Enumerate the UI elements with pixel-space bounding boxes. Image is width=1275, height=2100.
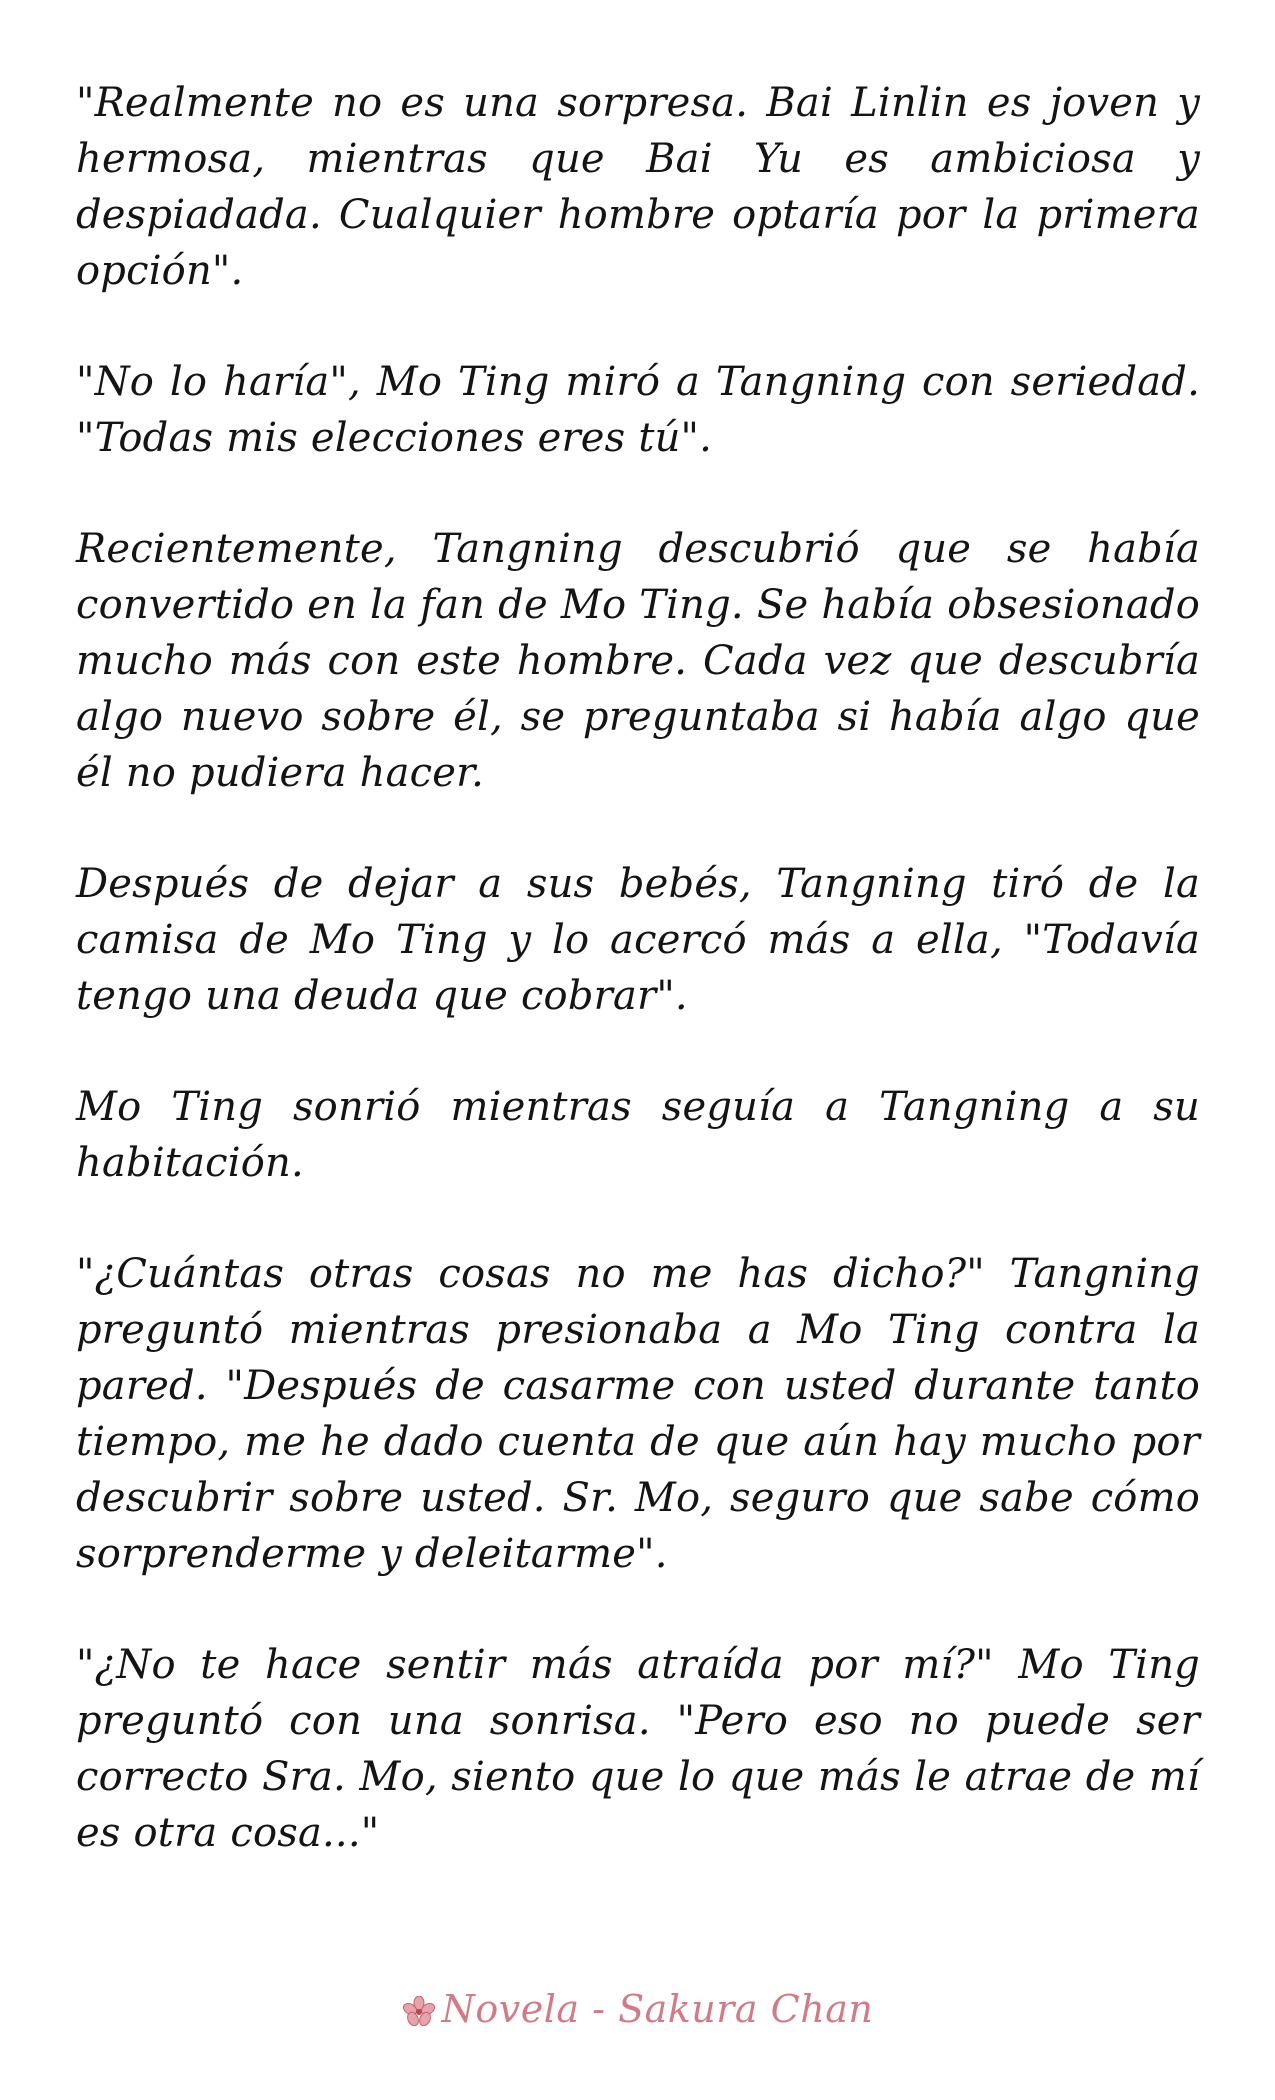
paragraph: Después de dejar a sus bebés, Tangning tiró de la camisa de Mo Ting y lo acercó más a ella, "Todavía tengo una deuda que cobrar". xyxy=(76,861,1200,1019)
watermark xyxy=(0,1986,1275,2036)
story-text xyxy=(76,75,1200,1861)
paragraph: "¿No te hace sentir más atraída por mí?" Mo Ting preguntó con una sonrisa. "Pero eso no puede ser correcto Sra. Mo, siento que lo que más le atrae de mí es otra cosa..." xyxy=(76,1642,1200,1856)
paragraph: Mo Ting sonrió mientras seguía a Tangning a su habitación. xyxy=(76,1084,1200,1186)
paragraph: Recientemente, Tangning descubrió que se había convertido en la fan de Mo Ting. Se había obsesionado mucho más con este hombre. Cada vez que descubría algo nuevo sobre él, se preguntaba si había algo que él no pudiera hacer. xyxy=(76,526,1200,796)
paragraph: "¿Cuántas otras cosas no me has dicho?" Tangning preguntó mientras presionaba a Mo Ting contra la pared. "Después de casarme con usted durante tanto tiempo, me he dado cuenta de que aún hay mucho por descubrir sobre usted. Sr. Mo, seguro que sabe cómo sorprenderme y deleitarme". xyxy=(76,1251,1200,1577)
paragraph: "Realmente no es una sorpresa. Bai Linlin es joven y hermosa, mientras que Bai Yu es ambiciosa y despiadada. Cualquier hombre optaría por la primera opción". xyxy=(76,80,1200,294)
sakura-flower-icon xyxy=(402,1990,436,2036)
paragraph: "No lo haría", Mo Ting miró a Tangning con seriedad. "Todas mis elecciones eres tú". xyxy=(76,359,1200,461)
watermark-text: Novela - Sakura Chan xyxy=(441,1987,874,2031)
